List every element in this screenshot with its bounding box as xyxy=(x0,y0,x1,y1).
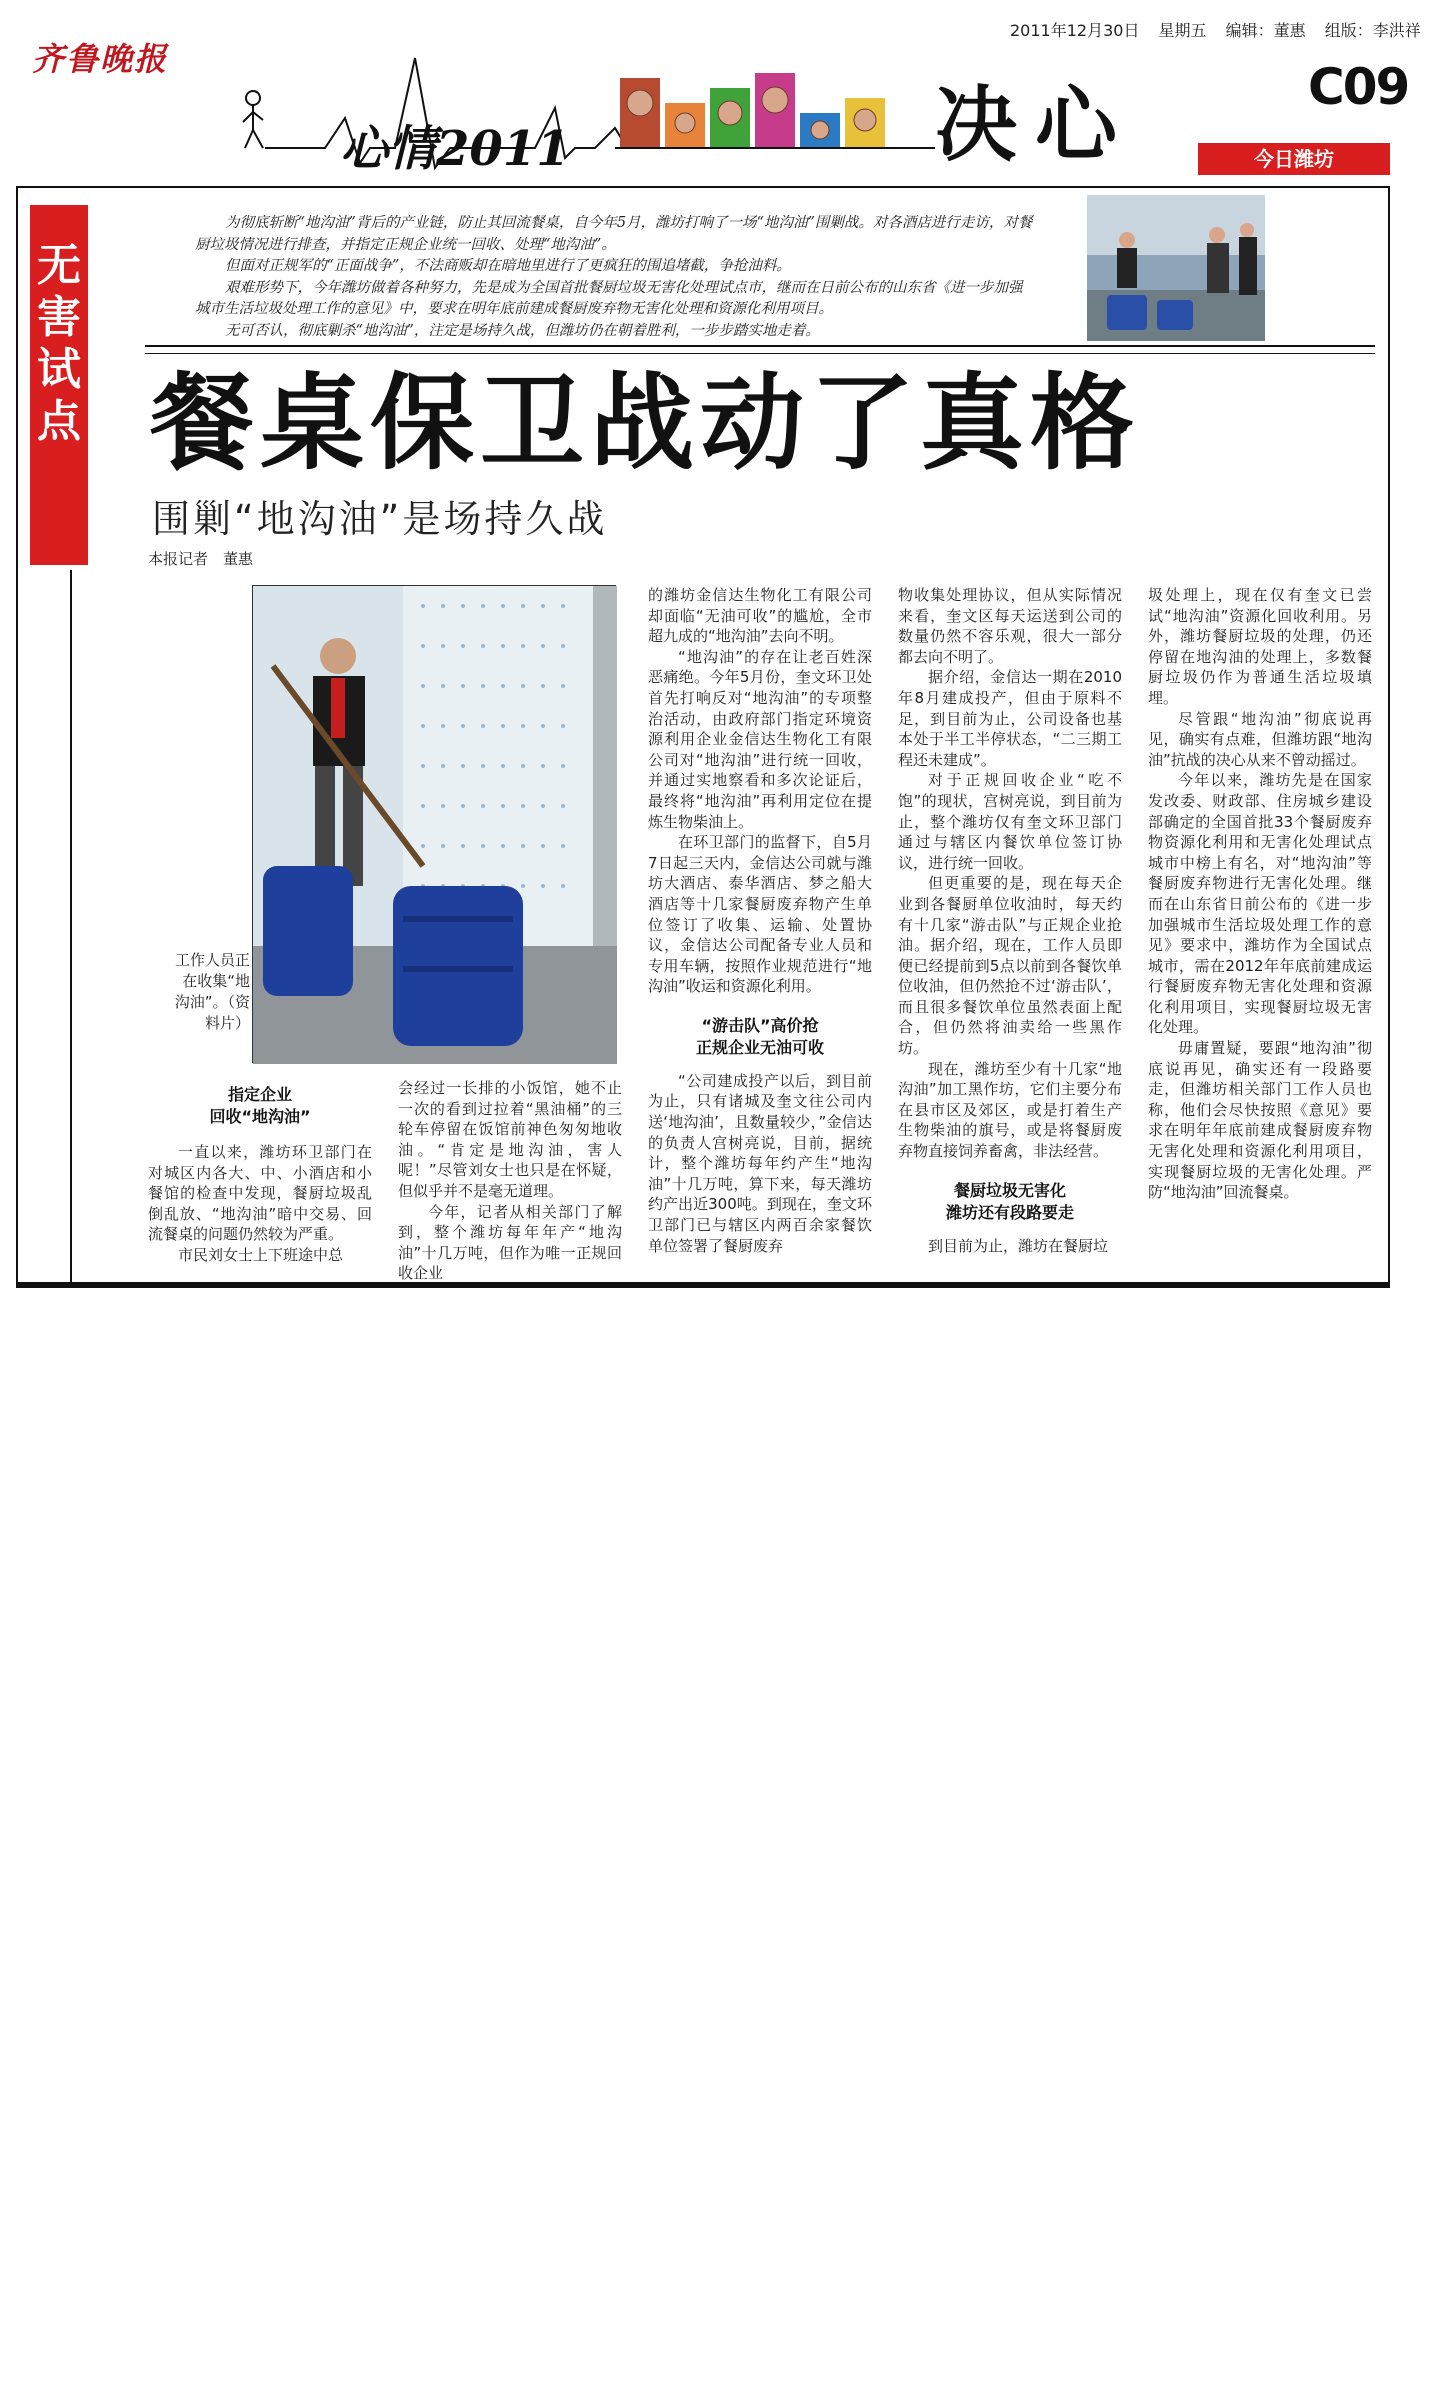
section-heading xyxy=(648,1015,872,1059)
section-heading-line: 潍坊还有段路要走 xyxy=(945,1202,1074,1222)
body-paragraph: 据介绍，金信达一期在2010年8月建成投产，但由于原料不足，到目前为止，公司设备也基本处于半工半停状态，“二三期工程还未建成”。 xyxy=(898,668,1122,769)
page-number: C09 xyxy=(1308,58,1409,116)
body-paragraph: 圾处理上，现在仅有奎文已尝试“地沟油”资源化回收利用。另外，潍坊餐厨垃圾的处理，仍还停留在地沟油的处理上，多数餐厨垃圾仍作为普通生活垃圾填埋。 xyxy=(1148,586,1372,707)
layout-credit: 组版：李洪祥 xyxy=(1324,21,1421,40)
intro-paragraph: 但面对正规军的“正面战争”，不法商贩却在暗地里进行了更疯狂的围追堵截，争抢油料。 xyxy=(225,258,791,274)
section-heading-line: 正规企业无油可收 xyxy=(695,1037,824,1057)
body-paragraph: “地沟油”的存在让老百姓深恶痛绝。今年5月份，奎文环卫处首先打响反对“地沟油”的专项整治活动，由政府部门指定环境资源利用企业金信达生物化工有限公司对“地沟油”进行统一回收，并通过实地察看和多次论证后，最终将“地沟油”再利用定位在提炼生物柴油上。 xyxy=(648,647,872,831)
dateline xyxy=(1010,18,1435,41)
section-heading xyxy=(148,1084,372,1128)
banner-title: 决心 xyxy=(935,77,1136,173)
issue-date: 2011年12月30日 xyxy=(1010,21,1140,40)
vertical-tag: 无害试点 xyxy=(37,240,81,447)
body-paragraph: 现在，潍坊至少有十几家“地沟油”加工黑作坊，它们主要分布在县市区及郊区，或是打着生产生物柴油的旗号，或是将餐厨废弃物直接饲养畜禽，非法经营。 xyxy=(898,1059,1122,1161)
body-paragraph: 一直以来，潍坊环卫部门在对城区内各大、中、小酒店和小餐馆的检查中发现，餐厨垃圾乱倒乱放、“地沟油”暗中交易、回流餐桌的问题仍然较为严重。 xyxy=(148,1143,372,1244)
body-paragraph: 毋庸置疑，要跟“地沟油”彻底说再见，确实还有一段路要走，但潍坊相关部门工作人员也称，他们会尽快按照《意见》要求在明年年底前建成餐厨废弃物无害化处理和资源化利用项目，实现餐厨垃圾的无害化处理。严防“地沟油”回流餐桌。 xyxy=(1148,1039,1372,1202)
newspaper-logo: 齐鲁晚报 xyxy=(32,40,169,78)
body-paragraph: 到目前为止，潍坊在餐厨垃 xyxy=(928,1236,1109,1255)
story-frame-bottom xyxy=(16,1282,1390,1288)
stick-figure-icon xyxy=(243,91,263,148)
body-paragraph: 今年，记者从相关部门了解到，整个潍坊每年年产“地沟油”十几万吨，但作为唯一正规回收企业 xyxy=(398,1202,622,1283)
section-heading xyxy=(898,1180,1122,1224)
body-paragraph: 今年以来，潍坊先是在国家发改委、财政部、住房城乡建设部确定的全国首批33个餐厨废弃物资源化利用和无害化处理试点城市中榜上有名，对“地沟油”等餐厨废弃物进行无害化处理。继而在山东省日前公布的《进一步加强城市生活垃圾处理工作的意见》要求中，潍坊作为全国试点城市，需在2012年年底前建成运行餐厨废弃物无害化处理和资源化利用项目，实现餐厨垃圾无害化处理。 xyxy=(1148,771,1372,1037)
worker-photo xyxy=(253,586,617,1064)
vertical-rule xyxy=(70,570,72,1282)
section-tab[interactable]: 今日潍坊 xyxy=(1198,143,1390,175)
intro-paragraph: 为彻底斩断“地沟油”背后的产业链，防止其回流餐桌，自今年5月，潍坊打响了一场“地沟油”围剿战。对各酒店进行走访，对餐厨垃圾情况进行排查，并指定正规企业统一回收、处理“地沟油”。 xyxy=(195,215,1033,253)
body-paragraph: 的潍坊金信达生物化工有限公司却面临“无油可收”的尴尬，全市超九成的“地沟油”去向不明。 xyxy=(648,586,872,646)
column-1 xyxy=(148,1078,372,1266)
body-paragraph: 对于正规回收企业“吃不饱”的现状，宫树亮说，到目前为止，整个潍坊仅有奎文环卫部门通过与辖区内餐饮单位签订协议，进行统一回收。 xyxy=(898,771,1122,872)
body-paragraph: 市民刘女士上下班途中总 xyxy=(178,1245,344,1264)
body-paragraph: “公司建成投产以后，到目前为止，只有诸城及奎文往公司内送‘地沟油’，且数量较少，”金信达的负责人宫树亮说，目前，据统计，整个潍坊每年约产生“地沟油”十几万吨，算下来，每天潍坊约产出近300吨。到现在，奎文环卫部门已与辖区内两百余家餐饮单位签署了餐厨废弃 xyxy=(648,1071,872,1255)
body-paragraph: 物收集处理协议，但从实际情况来看，奎文区每天运送到公司的数量仍然不容乐观，很大一部分都去向不明了。 xyxy=(898,586,1122,666)
column-3 xyxy=(648,585,872,1256)
section-heading-line: 回收“地沟油” xyxy=(209,1107,311,1126)
section-heading-line: 餐厨垃圾无害化 xyxy=(953,1180,1066,1200)
intro-paragraph: 艰难形势下，今年潍坊做着各种努力，先是成为全国首批餐厨垃圾无害化处理试点市，继而在日前公布的山东省《进一步加强城市生活垃圾处理工作的意见》中，要求在明年底前建成餐厨废弃物无害化处理和资源化利用项目。 xyxy=(195,279,1023,317)
column-4 xyxy=(898,585,1122,1256)
banner-series-title: 心情2011 xyxy=(340,121,570,177)
headline-rule xyxy=(145,345,1375,354)
section-heading-line: “游击队”高价抢 xyxy=(701,1015,819,1035)
body-paragraph: 在环卫部门的监督下，自5月7日起三天内，金信达公司就与潍坊大酒店、泰华酒店、梦之船大酒店等十几家餐厨废弃物产生单位签订了收集、运输、处置协议，金信达公司配备专业人员和专用车辆，按照作业规范进行“地沟油”收运和资源化利用。 xyxy=(648,833,872,996)
body-paragraph: 但更重要的是，现在每天企业到各餐厨单位收油时，每天约有十几家“游击队”与正规企业抢油。据介绍，现在，工作人员即便已经提前到5点以前到各餐饮单位收油，但仍然抢不过‘游击队’，而且很多餐饮单位虽然表面上配合，但仍然将油卖给一些黑作坊。 xyxy=(898,874,1122,1058)
body-paragraph: 尽管跟“地沟油”彻底说再见，确实有点难，但潍坊跟“地沟油”抗战的决心从来不曾动摇过。 xyxy=(1148,709,1372,769)
issue-weekday: 星期五 xyxy=(1158,21,1207,40)
section-heading-line: 指定企业 xyxy=(227,1085,292,1104)
intro-paragraph: 无可否认，彻底剿杀“地沟油”，注定是场持久战，但潍坊仍在朝着胜利，一步步踏实地走着。 xyxy=(225,322,820,339)
editor-credit: 编辑：董惠 xyxy=(1225,21,1306,40)
body-paragraph: 会经过一长排的小饭馆，她不止一次的看到过拉着“黑油桶”的三轮车停留在饭馆前神色匆匆地收油。“肯定是地沟油，害人呢！”尽管刘女士也只是在怀疑，但似乎并不是毫无道理。 xyxy=(398,1079,622,1200)
subheadline: 围剿“地沟油”是场持久战 xyxy=(152,497,608,541)
column-5 xyxy=(1148,585,1372,1203)
main-photo xyxy=(252,585,616,1063)
headline: 餐桌保卫战动了真格 xyxy=(150,362,1141,484)
photo-caption: 工作人员正在收集“地沟油”。（资料片） xyxy=(174,951,250,1032)
top-photo xyxy=(1087,195,1265,341)
column-2 xyxy=(398,1078,622,1284)
intro-block xyxy=(195,213,1035,342)
byline: 本报记者 董惠 xyxy=(148,550,254,568)
